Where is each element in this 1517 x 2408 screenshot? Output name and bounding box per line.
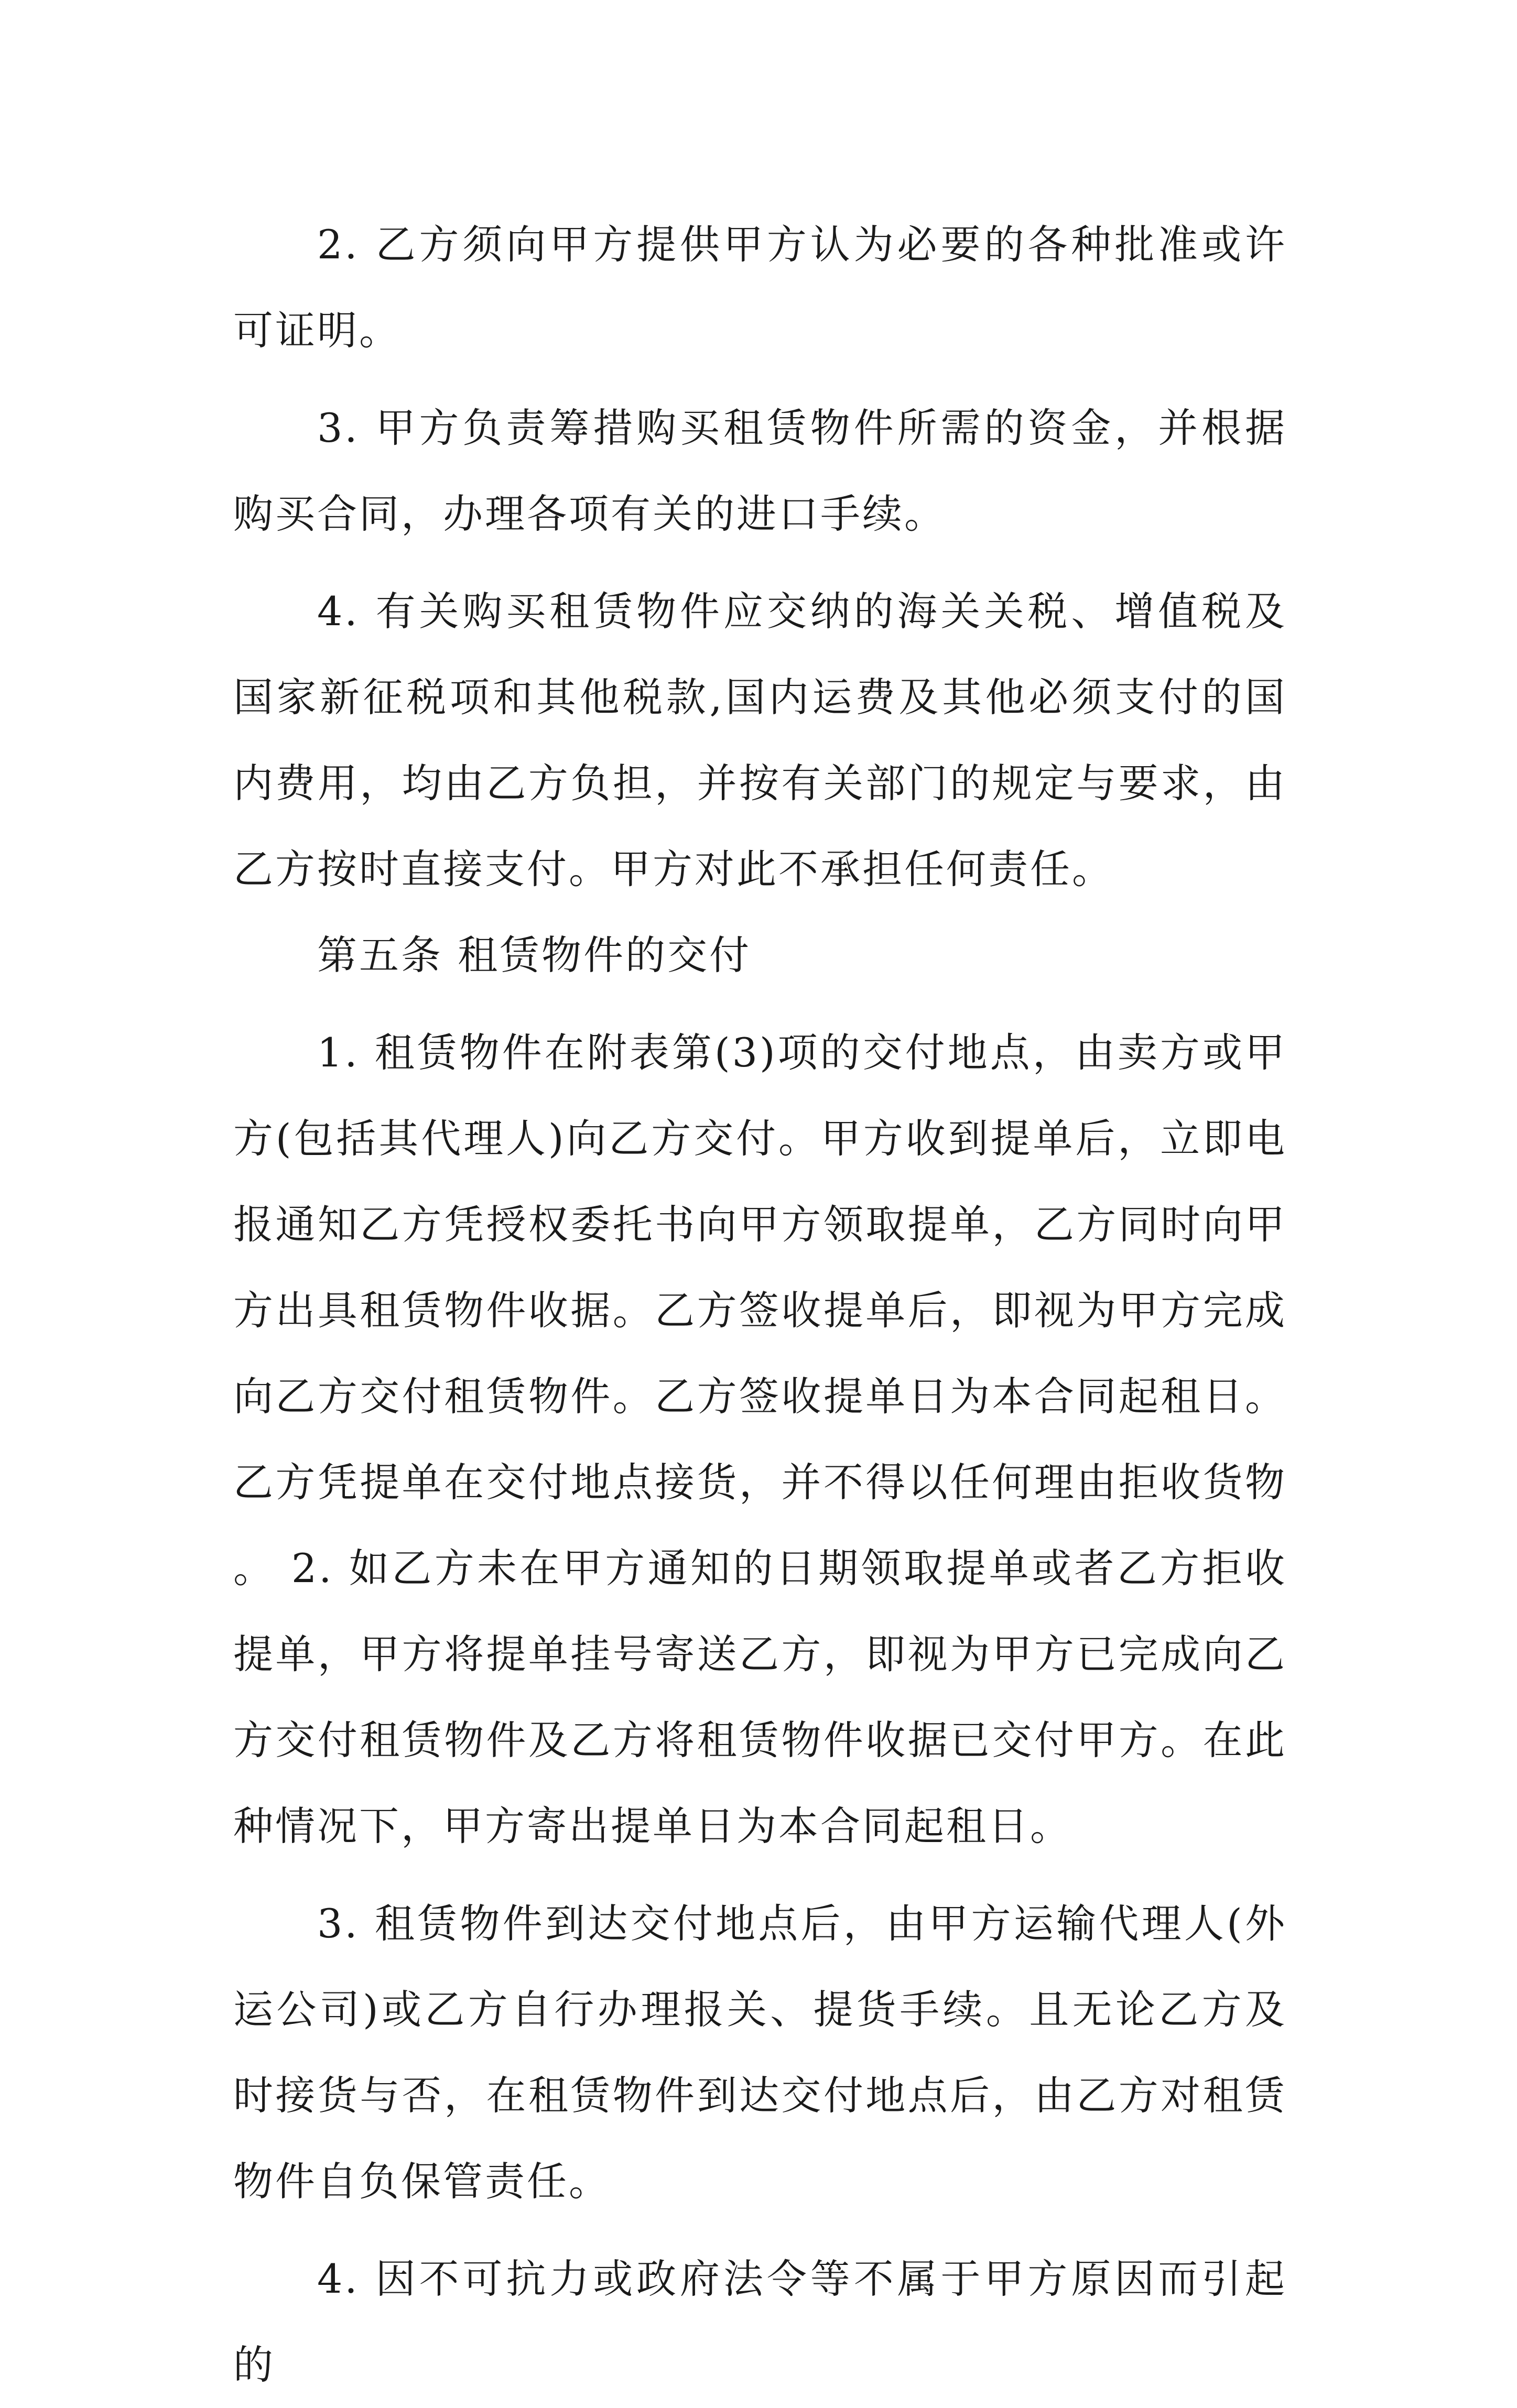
paragraph-clause-4-2: 2. 乙方须向甲方提供甲方认为必要的各种批准或许可证明。 bbox=[233, 221, 1287, 354]
paragraph-clause-5-3: 3. 租赁物件到达交付地点后，由甲方运输代理人(外运公司)或乙方自行办理报关、提货手续。且无论乙方及时接货与否，在租赁物件到达交付地点后，由乙方对租赁物件自负保管责任。 bbox=[233, 1900, 1287, 2205]
section-heading-article-5: 第五条 租赁物件的交付 bbox=[317, 932, 752, 978]
paragraph-clause-4-3: 3. 甲方负责筹措购买租赁物件所需的资金，并根据购买合同，办理各项有关的进口手续。 bbox=[233, 405, 1287, 537]
paragraph-clause-5-4: 4. 因不可抗力或政府法令等不属于甲方原因而引起的 bbox=[233, 2256, 1287, 2388]
document-page bbox=[233, 202, 1287, 2408]
paragraph-clause-4-4: 4. 有关购买租赁物件应交纳的海关关税、增值税及国家新征税项和其他税款,国内运费及其他必须支付的国内费用，均由乙方负担，并按有关部门的规定与要求，由乙方按时直接支付。甲方对此不承担任何责任。 bbox=[233, 588, 1287, 892]
paragraph-clause-5-1-2: 1. 租赁物件在附表第(3)项的交付地点，由卖方或甲方(包括其代理人)向乙方交付。甲方收到提单后，立即电报通知乙方凭授权委托书向甲方领取提单，乙方同时向甲方出具租赁物件收据。乙方签收提单后，即视为甲方完成向乙方交付租赁物件。乙方签收提单日为本合同起租日。乙方凭提单在交付地点接货，并不得以任何理由拒收货物。 2. 如乙方未在甲方通知的日期领取提单或者乙方拒收提单，甲方将提单挂号寄送乙方，即视为甲方已完成向乙方交付租赁物件及乙方将租赁物件收据已交付甲方。在此种情况下，甲方寄出提单日为本合同起租日。 bbox=[233, 1029, 1287, 1849]
